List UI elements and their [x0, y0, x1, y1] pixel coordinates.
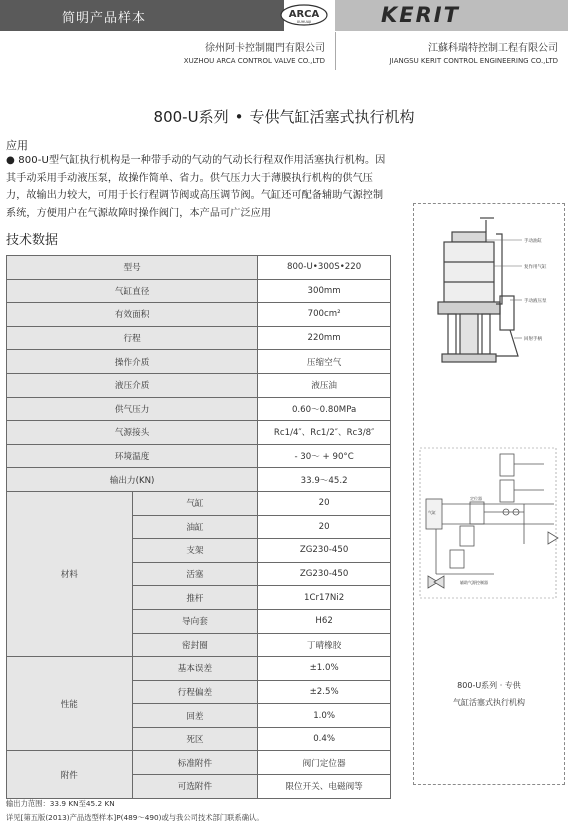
spec-value: 700cm²: [258, 303, 391, 327]
spec-row: [7, 303, 391, 327]
header-right-band: [335, 0, 568, 31]
accessories-group-label: 附件: [7, 751, 133, 798]
performance-group-label: 性能: [7, 657, 133, 751]
materials-value: 丁晴橡胶: [258, 633, 391, 657]
performance-label: 死区: [132, 727, 258, 751]
fig-label-4: 回射手柄: [524, 337, 542, 342]
materials-label: 支架: [132, 539, 258, 563]
materials-label: 推杆: [132, 586, 258, 610]
fig-label-3: 手动液压泵: [524, 299, 547, 304]
materials-value: H62: [258, 609, 391, 633]
company-right-en: JIANGSU KERIT CONTROL ENGINEERING CO.,LTD: [389, 57, 558, 65]
diagram-label-cylinder: 气缸: [428, 510, 436, 515]
performance-value: ±1.0%: [258, 657, 391, 681]
performance-label: 基本误差: [132, 657, 258, 681]
figure-caption-line1: 800-U系列 · 专供: [457, 681, 521, 690]
spec-value: 220mm: [258, 326, 391, 350]
materials-value: ZG230-450: [258, 562, 391, 586]
materials-row: [7, 491, 391, 515]
accessories-row: [7, 751, 391, 775]
spec-table: [6, 255, 391, 799]
spec-value: 0.60～0.80MPa: [258, 397, 391, 421]
application-text: ● 800-U型气缸执行机构是一种带手动的气动的气动长行程双作用活塞执行机构。因其手动采用手动液压泵，故操作简单、省力。供气压力大于薄膜执行机构的供气压力，故输出力较大，可用于长行程调节阀或高压调节阀。气缸还可配备辅助气源控制系统，方便用户在气源故障时操作阀门，本产品可广泛应用: [6, 155, 386, 219]
spec-row: [7, 326, 391, 350]
materials-label: 密封圈: [132, 633, 258, 657]
spec-value: 300mm: [258, 279, 391, 303]
figure-caption: [413, 677, 565, 711]
materials-value: 20: [258, 491, 391, 515]
company-right: [390, 39, 558, 65]
spec-value: 800-U•300S•220: [258, 256, 391, 280]
arca-logo: [280, 4, 328, 26]
spec-row: [7, 397, 391, 421]
spec-label: 气缸直径: [7, 279, 258, 303]
header-bar: [0, 0, 568, 31]
company-left-cn: 徐州阿卡控制閥門有限公司: [205, 43, 325, 54]
spec-row: [7, 421, 391, 445]
title-dot: •: [234, 108, 244, 126]
header-left-band: [0, 0, 284, 31]
spec-value: 33.9～45.2: [258, 468, 391, 492]
materials-group-label: 材料: [7, 491, 133, 656]
footnote-output-range: 输出力范围：33.9 KN至45.2 KN: [6, 799, 115, 808]
title-name: 专供气缸活塞式执行机构: [249, 108, 415, 126]
spec-row: [7, 373, 391, 397]
svg-text:ARCA: ARCA: [288, 9, 320, 20]
spec-label: 输出力(KN): [7, 468, 258, 492]
spec-value: 液压油: [258, 373, 391, 397]
spec-value: Rc1/4″、Rc1/2″、Rc3/8″: [258, 421, 391, 445]
figure-caption-line2: 气缸活塞式执行机构: [453, 698, 525, 707]
spec-label: 型号: [7, 256, 258, 280]
diagram-label-positioner: 定位器: [470, 496, 482, 501]
materials-value: 1Cr17Ni2: [258, 586, 391, 610]
materials-label: 油缸: [132, 515, 258, 539]
accessories-value: 限位开关、电磁阀等: [258, 775, 391, 799]
spec-label: 液压介质: [7, 373, 258, 397]
actuator-illustration: [438, 218, 518, 362]
materials-label: 导向套: [132, 609, 258, 633]
performance-label: 回差: [132, 704, 258, 728]
performance-value: 0.4%: [258, 727, 391, 751]
accessories-label: 标准附件: [132, 751, 258, 775]
kerit-logo: KERIT: [381, 3, 460, 27]
svg-text:XUHUAJI: XUHUAJI: [296, 20, 312, 24]
materials-value: ZG230-450: [258, 539, 391, 563]
spec-label: 操作介质: [7, 350, 258, 374]
application-heading: 应用: [6, 139, 28, 152]
materials-label: 气缸: [132, 491, 258, 515]
spec-value: 压缩空气: [258, 350, 391, 374]
pneumatic-schematic: [426, 454, 558, 588]
accessories-label: 可选附件: [132, 775, 258, 799]
fig-label-2: 复作用气缸: [524, 265, 547, 270]
performance-label: 行程偏差: [132, 680, 258, 704]
fig-label-1: 手动油缸: [524, 239, 542, 244]
materials-label: 活塞: [132, 562, 258, 586]
catalog-label: 简明产品样本: [62, 11, 147, 26]
performance-row: [7, 657, 391, 681]
spec-label: 环境温度: [7, 444, 258, 468]
spec-row: [7, 256, 391, 280]
spec-label: 供气压力: [7, 397, 258, 421]
accessories-value: 阀门定位器: [258, 751, 391, 775]
spec-row: [7, 279, 391, 303]
spec-row: [7, 468, 391, 492]
company-divider: [335, 32, 336, 70]
company-right-cn: 江蘇科瑞特控制工程有限公司: [428, 43, 558, 54]
spec-label: 行程: [7, 326, 258, 350]
tech-data-heading: 技术数据: [6, 233, 59, 248]
materials-value: 20: [258, 515, 391, 539]
spec-row: [7, 444, 391, 468]
performance-value: 1.0%: [258, 704, 391, 728]
page-title: [0, 106, 568, 127]
spec-row: [7, 350, 391, 374]
spec-label: 有效面积: [7, 303, 258, 327]
footnote-reference: 详见[第五版(2013)产品选型样本]P(489～490)或与我公司技术部门联系确认。: [6, 813, 264, 822]
diagram-label-aux: 辅助气源控制器: [460, 580, 488, 585]
company-left: [184, 39, 325, 65]
spec-label: 气源接头: [7, 421, 258, 445]
spec-value: - 30～ + 90°C: [258, 444, 391, 468]
company-left-en: XUZHOU ARCA CONTROL VALVE CO.,LTD: [183, 57, 325, 65]
title-series: 800-U系列: [153, 108, 229, 126]
performance-value: ±2.5%: [258, 680, 391, 704]
